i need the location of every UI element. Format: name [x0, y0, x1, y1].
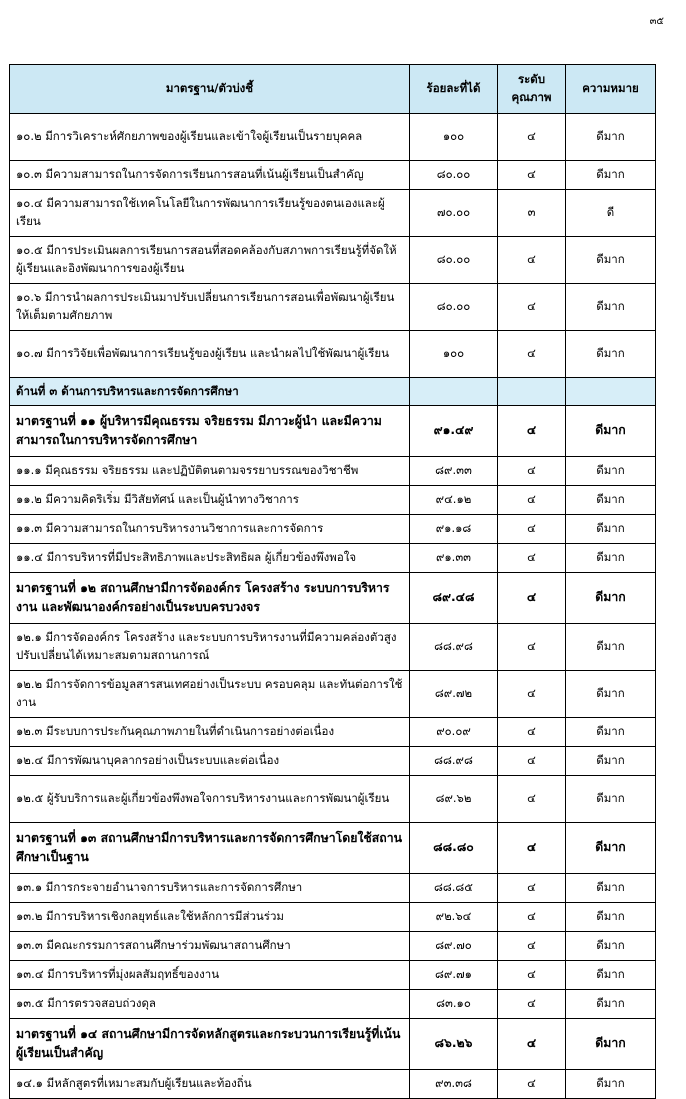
row-criterion: ๑๑.๑ มีคุณธรรม จริยธรรม และปฏิบัติตนตามจรรยาบรรณของวิชาชีพ — [10, 457, 410, 486]
section-row — [10, 378, 656, 406]
row-level: ๔ — [498, 237, 566, 284]
row-level: ๔ — [498, 671, 566, 718]
table-row — [10, 776, 656, 823]
row-level: ๔ — [498, 718, 566, 747]
row-criterion: ๑๓.๒ มีการบริหารเชิงกลยุทธ์และใช้หลักการมีส่วนร่วม — [10, 903, 410, 932]
table-row — [10, 718, 656, 747]
table-row — [10, 237, 656, 284]
row-criterion: ๑๐.๔ มีความสามารถใช้เทคโนโลยีในการพัฒนาการเรียนรู้ของตนเองและผู้เรียน — [10, 190, 410, 237]
row-percent: ๘๐.๐๐ — [410, 284, 498, 331]
row-level: ๔ — [498, 903, 566, 932]
row-percent: ๘๐.๐๐ — [410, 237, 498, 284]
standard-level: ๔ — [498, 573, 566, 624]
standard-title: มาตรฐานที่ ๑๓ สถานศึกษามีการบริหารและการจัดการศึกษาโดยใช้สถานศึกษาเป็นฐาน — [10, 823, 410, 874]
row-level: ๔ — [498, 114, 566, 161]
row-meaning: ดีมาก — [566, 237, 656, 284]
row-meaning: ดีมาก — [566, 718, 656, 747]
row-criterion: ๑๒.๒ มีการจัดการข้อมูลสารสนเทศอย่างเป็นระบบ ครอบคลุม และทันต่อการใช้งาน — [10, 671, 410, 718]
standard-meaning: ดีมาก — [566, 823, 656, 874]
standard-level: ๔ — [498, 406, 566, 457]
row-level: ๔ — [498, 874, 566, 903]
row-percent: ๙๑.๑๘ — [410, 515, 498, 544]
row-criterion: ๑๒.๔ มีการพัฒนาบุคลากรอย่างเป็นระบบและต่อเนื่อง — [10, 747, 410, 776]
row-level: ๔ — [498, 747, 566, 776]
standard-percent: ๙๑.๔๙ — [410, 406, 498, 457]
table-row — [10, 515, 656, 544]
row-level: ๓ — [498, 190, 566, 237]
row-criterion: ๑๒.๑ มีการจัดองค์กร โครงสร้าง และระบบการบริหารงานที่มีความคล่องตัวสูง ปรับเปลี่ยนได้เหมาะสมตามสถานการณ์ — [10, 624, 410, 671]
row-meaning: ดีมาก — [566, 747, 656, 776]
row-criterion: ๑๑.๔ มีการบริหารที่มีประสิทธิภาพและประสิทธิผล ผู้เกี่ยวข้องพึงพอใจ — [10, 544, 410, 573]
row-criterion: ๑๑.๒ มีความคิดริเริ่ม มีวิสัยทัศน์ และเป็นผู้นำทางวิชาการ — [10, 486, 410, 515]
standard-row — [10, 1019, 656, 1070]
header-meaning: ความหมาย — [566, 65, 656, 114]
row-criterion: ๑๑.๓ มีความสามารถในการบริหารงานวิชาการและการจัดการ — [10, 515, 410, 544]
table-row — [10, 747, 656, 776]
row-level: ๔ — [498, 990, 566, 1019]
standard-title: มาตรฐานที่ ๑๒ สถานศึกษามีการจัดองค์กร โครงสร้าง ระบบการบริหารงาน และพัฒนาองค์กรอย่างเป็นระบบครบวงจร — [10, 573, 410, 624]
row-criterion: ๑๓.๓ มีคณะกรรมการสถานศึกษาร่วมพัฒนาสถานศึกษา — [10, 932, 410, 961]
row-meaning: ดีมาก — [566, 624, 656, 671]
row-percent: ๘๙.๗๐ — [410, 932, 498, 961]
row-meaning: ดีมาก — [566, 486, 656, 515]
row-percent: ๘๘.๙๘ — [410, 624, 498, 671]
table-row — [10, 932, 656, 961]
row-meaning: ดีมาก — [566, 1070, 656, 1099]
row-meaning: ดีมาก — [566, 114, 656, 161]
row-criterion: ๑๐.๖ มีการนำผลการประเมินมาปรับเปลี่ยนการเรียนการสอนเพื่อพัฒนาผู้เรียนให้เต็มตามศักยภาพ — [10, 284, 410, 331]
standard-title: มาตรฐานที่ ๑๑ ผู้บริหารมีคุณธรรม จริยธรรม มีภาวะผู้นำ และมีความสามารถในการบริหารจัดการศึกษา — [10, 406, 410, 457]
table-row — [10, 544, 656, 573]
table-row — [10, 874, 656, 903]
table-row — [10, 457, 656, 486]
table-row — [10, 161, 656, 190]
row-meaning: ดีมาก — [566, 903, 656, 932]
row-meaning: ดีมาก — [566, 457, 656, 486]
standard-level: ๔ — [498, 1019, 566, 1070]
row-meaning: ดีมาก — [566, 671, 656, 718]
row-level: ๔ — [498, 1070, 566, 1099]
row-level: ๔ — [498, 544, 566, 573]
row-percent: ๘๙.๗๒ — [410, 671, 498, 718]
row-percent: ๙๑.๓๓ — [410, 544, 498, 573]
row-percent: ๘๘.๘๕ — [410, 874, 498, 903]
row-criterion: ๑๐.๗ มีการวิจัยเพื่อพัฒนาการเรียนรู้ของผู้เรียน และนำผลไปใช้พัฒนาผู้เรียน — [10, 331, 410, 378]
row-meaning: ดีมาก — [566, 284, 656, 331]
row-meaning: ดีมาก — [566, 161, 656, 190]
row-percent: ๗๐.๐๐ — [410, 190, 498, 237]
standard-percent: ๘๖.๒๖ — [410, 1019, 498, 1070]
row-meaning: ดีมาก — [566, 515, 656, 544]
row-percent: ๙๓.๓๘ — [410, 1070, 498, 1099]
row-meaning: ดีมาก — [566, 544, 656, 573]
page-number: ๓๕ — [649, 16, 664, 27]
row-level: ๔ — [498, 515, 566, 544]
row-percent: ๘๙.๗๑ — [410, 961, 498, 990]
row-percent: ๘๐.๐๐ — [410, 161, 498, 190]
standard-row — [10, 823, 656, 874]
row-percent: ๑๐๐ — [410, 114, 498, 161]
row-meaning: ดีมาก — [566, 331, 656, 378]
standard-row — [10, 573, 656, 624]
row-criterion: ๑๓.๕ มีการตรวจสอบถ่วงดุล — [10, 990, 410, 1019]
table-row — [10, 331, 656, 378]
table-row — [10, 961, 656, 990]
header-percent: ร้อยละที่ได้ — [410, 65, 498, 114]
row-percent: ๘๙.๖๒ — [410, 776, 498, 823]
row-criterion: ๑๐.๕ มีการประเมินผลการเรียนการสอนที่สอดคล้องกับสภาพการเรียนรู้ที่จัดให้ผู้เรียนและอิงพัฒนาการของผู้เรียน — [10, 237, 410, 284]
standard-meaning: ดีมาก — [566, 1019, 656, 1070]
table-row — [10, 486, 656, 515]
row-criterion: ๑๓.๑ มีการกระจายอำนาจการบริหารและการจัดการศึกษา — [10, 874, 410, 903]
row-meaning: ดีมาก — [566, 776, 656, 823]
row-criterion: ๑๓.๔ มีการบริหารที่มุ่งผลสัมฤทธิ์ของงาน — [10, 961, 410, 990]
table-row — [10, 284, 656, 331]
header-criterion: มาตรฐาน/ตัวบ่งชี้ — [10, 65, 410, 114]
row-level: ๔ — [498, 284, 566, 331]
table-row — [10, 1070, 656, 1099]
standard-meaning: ดีมาก — [566, 406, 656, 457]
row-percent: ๘๓.๑๐ — [410, 990, 498, 1019]
row-meaning: ดีมาก — [566, 874, 656, 903]
table-row — [10, 190, 656, 237]
standard-percent: ๘๙.๔๘ — [410, 573, 498, 624]
table-row — [10, 671, 656, 718]
row-level: ๔ — [498, 457, 566, 486]
row-criterion: ๑๐.๓ มีความสามารถในการจัดการเรียนการสอนที่เน้นผู้เรียนเป็นสำคัญ — [10, 161, 410, 190]
row-criterion: ๑๒.๓ มีระบบการประกันคุณภาพภายในที่ดำเนินการอย่างต่อเนื่อง — [10, 718, 410, 747]
row-level: ๔ — [498, 776, 566, 823]
row-level: ๔ — [498, 331, 566, 378]
row-level: ๔ — [498, 624, 566, 671]
row-level: ๔ — [498, 961, 566, 990]
row-level — [498, 378, 566, 406]
row-percent: ๙๔.๑๒ — [410, 486, 498, 515]
row-meaning: ดีมาก — [566, 961, 656, 990]
table-row — [10, 990, 656, 1019]
row-percent: ๘๘.๙๘ — [410, 747, 498, 776]
row-level: ๔ — [498, 161, 566, 190]
row-meaning: ดี — [566, 190, 656, 237]
standard-percent: ๘๘.๘๐ — [410, 823, 498, 874]
row-meaning — [566, 378, 656, 406]
standard-meaning: ดีมาก — [566, 573, 656, 624]
row-level: ๔ — [498, 486, 566, 515]
row-meaning: ดีมาก — [566, 990, 656, 1019]
row-percent: ๑๐๐ — [410, 331, 498, 378]
row-percent: ๙๒.๖๔ — [410, 903, 498, 932]
evaluation-table — [9, 64, 656, 1099]
table-row — [10, 903, 656, 932]
row-criterion: ๑๒.๕ ผู้รับบริการและผู้เกี่ยวข้องพึงพอใจการบริหารงานและการพัฒนาผู้เรียน — [10, 776, 410, 823]
row-level: ๔ — [498, 932, 566, 961]
row-percent: ๙๐.๐๙ — [410, 718, 498, 747]
table-header-row — [10, 65, 656, 114]
section-title: ด้านที่ ๓ ด้านการบริหารและการจัดการศึกษา — [10, 378, 410, 406]
table-row — [10, 114, 656, 161]
row-percent: ๘๙.๓๓ — [410, 457, 498, 486]
row-criterion: ๑๔.๑ มีหลักสูตรที่เหมาะสมกับผู้เรียนและท้องถิ่น — [10, 1070, 410, 1099]
header-level: ระดับ คุณภาพ — [498, 65, 566, 114]
table-row — [10, 624, 656, 671]
row-meaning: ดีมาก — [566, 932, 656, 961]
standard-title: มาตรฐานที่ ๑๔ สถานศึกษามีการจัดหลักสูตรและกระบวนการเรียนรู้ที่เน้นผู้เรียนเป็นสำคัญ — [10, 1019, 410, 1070]
row-criterion: ๑๐.๒ มีการวิเคราะห์ศักยภาพของผู้เรียนและเข้าใจผู้เรียนเป็นรายบุคคล — [10, 114, 410, 161]
standard-level: ๔ — [498, 823, 566, 874]
standard-row — [10, 406, 656, 457]
row-percent — [410, 378, 498, 406]
